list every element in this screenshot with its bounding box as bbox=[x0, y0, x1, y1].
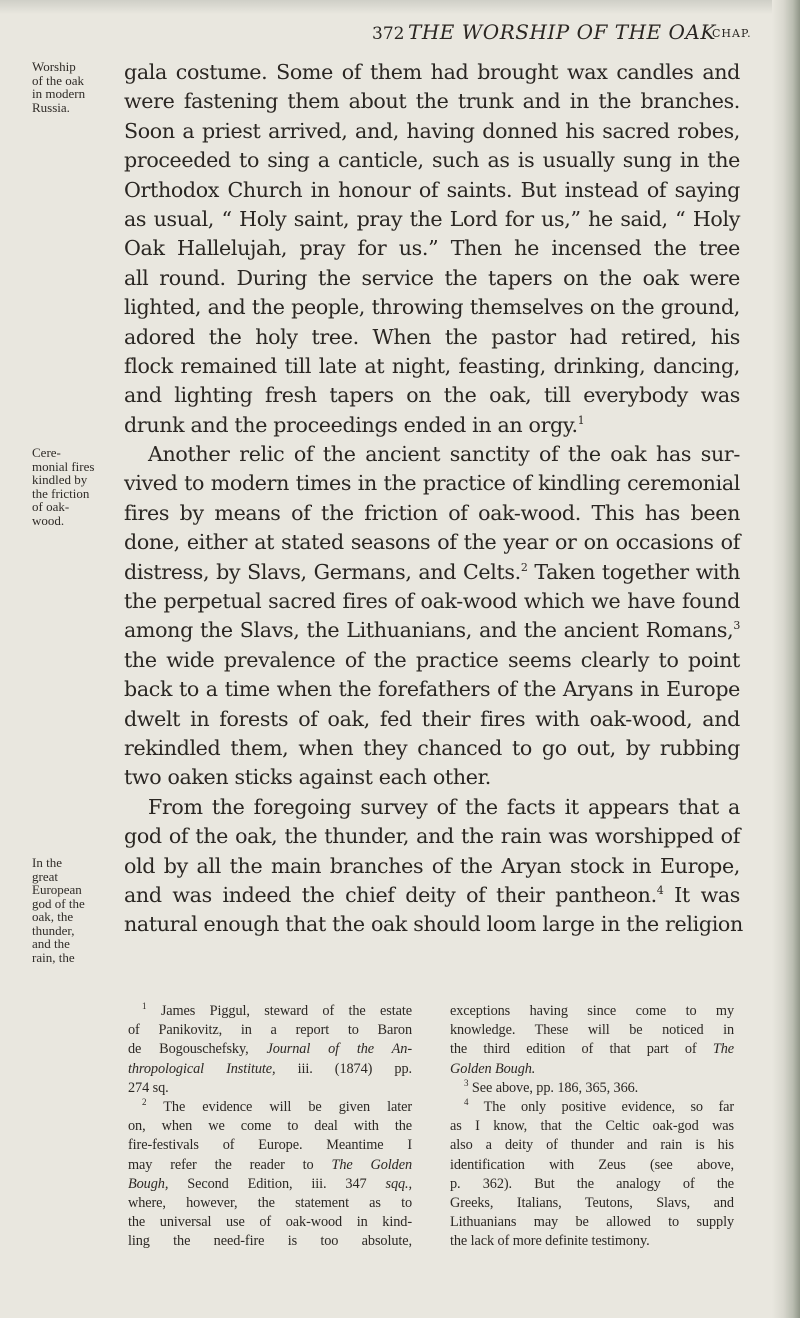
margin-note-line: wood. bbox=[32, 512, 65, 528]
footnote-ref-2: 2 bbox=[520, 560, 528, 574]
footnote-line: on, when we come to deal with the bbox=[128, 1118, 412, 1135]
footnote-line: the lack of more definite testimony. bbox=[450, 1233, 650, 1250]
body-line-text: drunk and the proceedings ended in an orgy. bbox=[124, 412, 578, 437]
footnote-text: The only positive evidence, so far bbox=[483, 1098, 735, 1115]
footnote-line bbox=[128, 1040, 412, 1059]
footnote-mark-1: 1 bbox=[142, 1001, 147, 1012]
paragraph-start: From the foregoing survey of the facts it appears that a bbox=[148, 794, 740, 819]
footnote-text: James Piggul, steward of the estate bbox=[160, 1003, 413, 1019]
margin-note-line: and the bbox=[32, 936, 70, 951]
footnote-line bbox=[450, 1040, 734, 1059]
body-line: dwelt in forests of oak, fed their fires with oak-wood, and bbox=[124, 706, 740, 731]
footnote-mark-2: 2 bbox=[142, 1097, 147, 1108]
body-line-text: It was bbox=[663, 882, 740, 907]
body-line-text: among the Slavs, the Lithuanians, and the ancient Romans, bbox=[124, 618, 734, 643]
body-line-text: Taken together with bbox=[527, 559, 740, 584]
footnote-line: Lithuanians may be allowed to supply bbox=[450, 1214, 734, 1231]
footnote-text: Second Edition, iii. 347 bbox=[187, 1175, 367, 1192]
body-line: gala costume. Some of them had brought wax candles and bbox=[124, 60, 740, 84]
margin-note-line: Russia. bbox=[32, 99, 70, 115]
body-line: Orthodox Church in honour of saints. But instead of saying bbox=[124, 177, 740, 202]
body-line: done, either at stated seasons of the year or on occasions of bbox=[124, 530, 740, 555]
footnote-line: also a deity of thunder and rain is his bbox=[450, 1137, 734, 1154]
footnote-text: See above, pp. 186, 365, 366. bbox=[471, 1079, 639, 1096]
footnote-line bbox=[450, 1060, 734, 1079]
footnote-line: exceptions having since come to my bbox=[450, 1003, 734, 1019]
body-line: Oak Hallelujah, pray for us.” Then he incensed the tree bbox=[124, 236, 740, 261]
footnote-line: p. 362). But the analogy of the bbox=[450, 1175, 734, 1192]
margin-note-ceremonial-fires bbox=[32, 446, 110, 527]
footnote-line: ling the need-fire is too absolute, bbox=[128, 1233, 412, 1250]
footnote-line: fire-festivals of Europe. Meantime I bbox=[128, 1137, 412, 1154]
margin-note-line: great bbox=[32, 868, 58, 884]
body-line: proceeded to sing a canticle, such as is usually sung in the bbox=[124, 148, 740, 173]
margin-note-line: oak, the bbox=[32, 909, 74, 924]
body-line-text: and was indeed the chief deity of their pantheon. bbox=[124, 882, 657, 907]
footnote-line bbox=[128, 1156, 412, 1175]
footnote-book-title: Golden Bough. bbox=[450, 1060, 536, 1077]
footnote-ref-1: 1 bbox=[577, 413, 585, 427]
body-line-text: distress, by Slavs, Germans, and Celts. bbox=[124, 559, 521, 584]
margin-note-line: god of the bbox=[32, 895, 85, 911]
body-line: rekindled them, when they chanced to go out, by rubbing bbox=[124, 735, 740, 760]
body-line: two oaken sticks against each other. bbox=[124, 765, 491, 790]
footnote-text: iii. (1874) pp. bbox=[297, 1060, 412, 1077]
margin-note-line: Worship bbox=[32, 59, 76, 74]
footnote-line: knowledge. These will be noticed in bbox=[450, 1022, 734, 1039]
body-line: the perpetual sacred fires of oak-wood which we have found bbox=[124, 589, 740, 614]
margin-note-line: of oak- bbox=[32, 499, 70, 514]
page-header bbox=[0, 20, 800, 50]
body-line: flock remained till late at night, feasting, drinking, dancing, bbox=[124, 353, 740, 378]
body-line bbox=[124, 881, 740, 910]
paragraph-start: Another relic of the ancient sanctity of the oak has sur- bbox=[148, 442, 740, 467]
margin-note-line: Cere- bbox=[32, 445, 61, 460]
body-line: the wide prevalence of the practice seems clearly to point bbox=[124, 647, 740, 672]
footnote-book-title: The Golden bbox=[331, 1156, 412, 1173]
footnote-line bbox=[128, 1175, 412, 1194]
footnote-line: as I know, that the Celtic oak-god was bbox=[450, 1118, 734, 1135]
footnote-journal-title: Journal of the An- bbox=[266, 1041, 413, 1058]
body-line bbox=[124, 616, 740, 645]
body-line: Soon a priest arrived, and, having donned his sacred robes, bbox=[124, 118, 740, 143]
margin-note-line: European bbox=[32, 882, 82, 897]
footnote-1 bbox=[128, 1002, 412, 1021]
margin-note-line: In the bbox=[32, 855, 62, 870]
body-line: and lighting fresh tapers on the oak, till everybody was bbox=[124, 383, 740, 408]
footnote-2 bbox=[128, 1098, 412, 1117]
footnotes-right-column bbox=[450, 1002, 734, 1251]
margin-note-line: in modern bbox=[32, 86, 86, 101]
body-line bbox=[124, 558, 740, 587]
footnote-journal-title: thropological Institute, bbox=[128, 1060, 276, 1077]
main-text bbox=[124, 58, 743, 940]
footnote-line: Greeks, Italians, Teutons, Slavs, and bbox=[450, 1194, 734, 1211]
footnote-ref-3: 3 bbox=[733, 619, 740, 633]
body-line: fires by means of the friction of oak-wood. This has been bbox=[124, 500, 740, 525]
margin-note-worship-russia bbox=[32, 60, 110, 114]
footnote-mark-3: 3 bbox=[464, 1077, 469, 1088]
footnotes-left-column bbox=[128, 1002, 412, 1251]
footnote-book-title: The bbox=[712, 1041, 734, 1058]
footnote-mark-4: 4 bbox=[464, 1097, 469, 1108]
footnote-line: 274 sq. bbox=[128, 1079, 169, 1096]
footnote-3 bbox=[450, 1079, 734, 1098]
body-line: god of the oak, the thunder, and the rain was worshipped of bbox=[124, 824, 740, 849]
body-line: all round. During the service the tapers on the oak were bbox=[124, 265, 740, 290]
margin-note-line: of the oak bbox=[32, 72, 84, 88]
footnote-text: de Bogouschefsky, bbox=[128, 1041, 249, 1058]
body-line: as usual, “ Holy saint, pray the Lord for us,” he said, “ Holy bbox=[124, 206, 740, 231]
footnote-ref-4: 4 bbox=[656, 884, 664, 898]
footnote-abbrev: sqq., bbox=[385, 1175, 412, 1192]
footnote-4 bbox=[450, 1098, 734, 1117]
body-line: adored the holy tree. When the pastor had retired, his bbox=[124, 324, 740, 349]
page-edge-shadow bbox=[772, 0, 800, 1318]
footnote-line bbox=[128, 1060, 412, 1079]
chapter-mark: CHAP. bbox=[712, 27, 752, 40]
footnote-line: where, however, the statement as to bbox=[128, 1194, 412, 1211]
margin-note-line: rain, the bbox=[32, 949, 75, 965]
body-line: old by all the main branches of the Aryan stock in Europe, bbox=[124, 853, 740, 878]
margin-note-line: kindled by bbox=[32, 472, 88, 487]
footnote-book-title: Bough, bbox=[128, 1175, 169, 1192]
body-line: were fastening them about the trunk and in the branches. bbox=[124, 89, 740, 114]
footnote-line: the universal use of oak-wood in kind- bbox=[128, 1214, 412, 1231]
page-top-shadow bbox=[0, 0, 800, 14]
body-line: vived to modern times in the practice of kindling ceremonial bbox=[124, 471, 740, 496]
footnote-line: of Panikovitz, in a report to Baron bbox=[128, 1022, 412, 1039]
footnote-text: The evidence will be given later bbox=[163, 1098, 413, 1115]
margin-note-line: the friction bbox=[32, 485, 90, 501]
body-line: lighted, and the people, throwing themselves on the ground, bbox=[124, 295, 740, 320]
page-number: 372 bbox=[372, 24, 405, 44]
running-title: THE WORSHIP OF THE OAK bbox=[408, 20, 716, 44]
margin-note-line: monial fires bbox=[32, 458, 95, 474]
footnote-text: may refer the reader to bbox=[128, 1156, 314, 1173]
margin-note-european-god bbox=[32, 856, 110, 964]
margin-note-line: thunder, bbox=[32, 922, 75, 938]
body-line bbox=[124, 411, 740, 440]
body-line: back to a time when the forefathers of the Aryans in Europe bbox=[124, 677, 740, 702]
body-line: natural enough that the oak should loom large in the religion bbox=[124, 912, 743, 937]
footnote-text: the third edition of that part of bbox=[450, 1041, 697, 1058]
footnote-line: identification with Zeus (see above, bbox=[450, 1156, 734, 1173]
